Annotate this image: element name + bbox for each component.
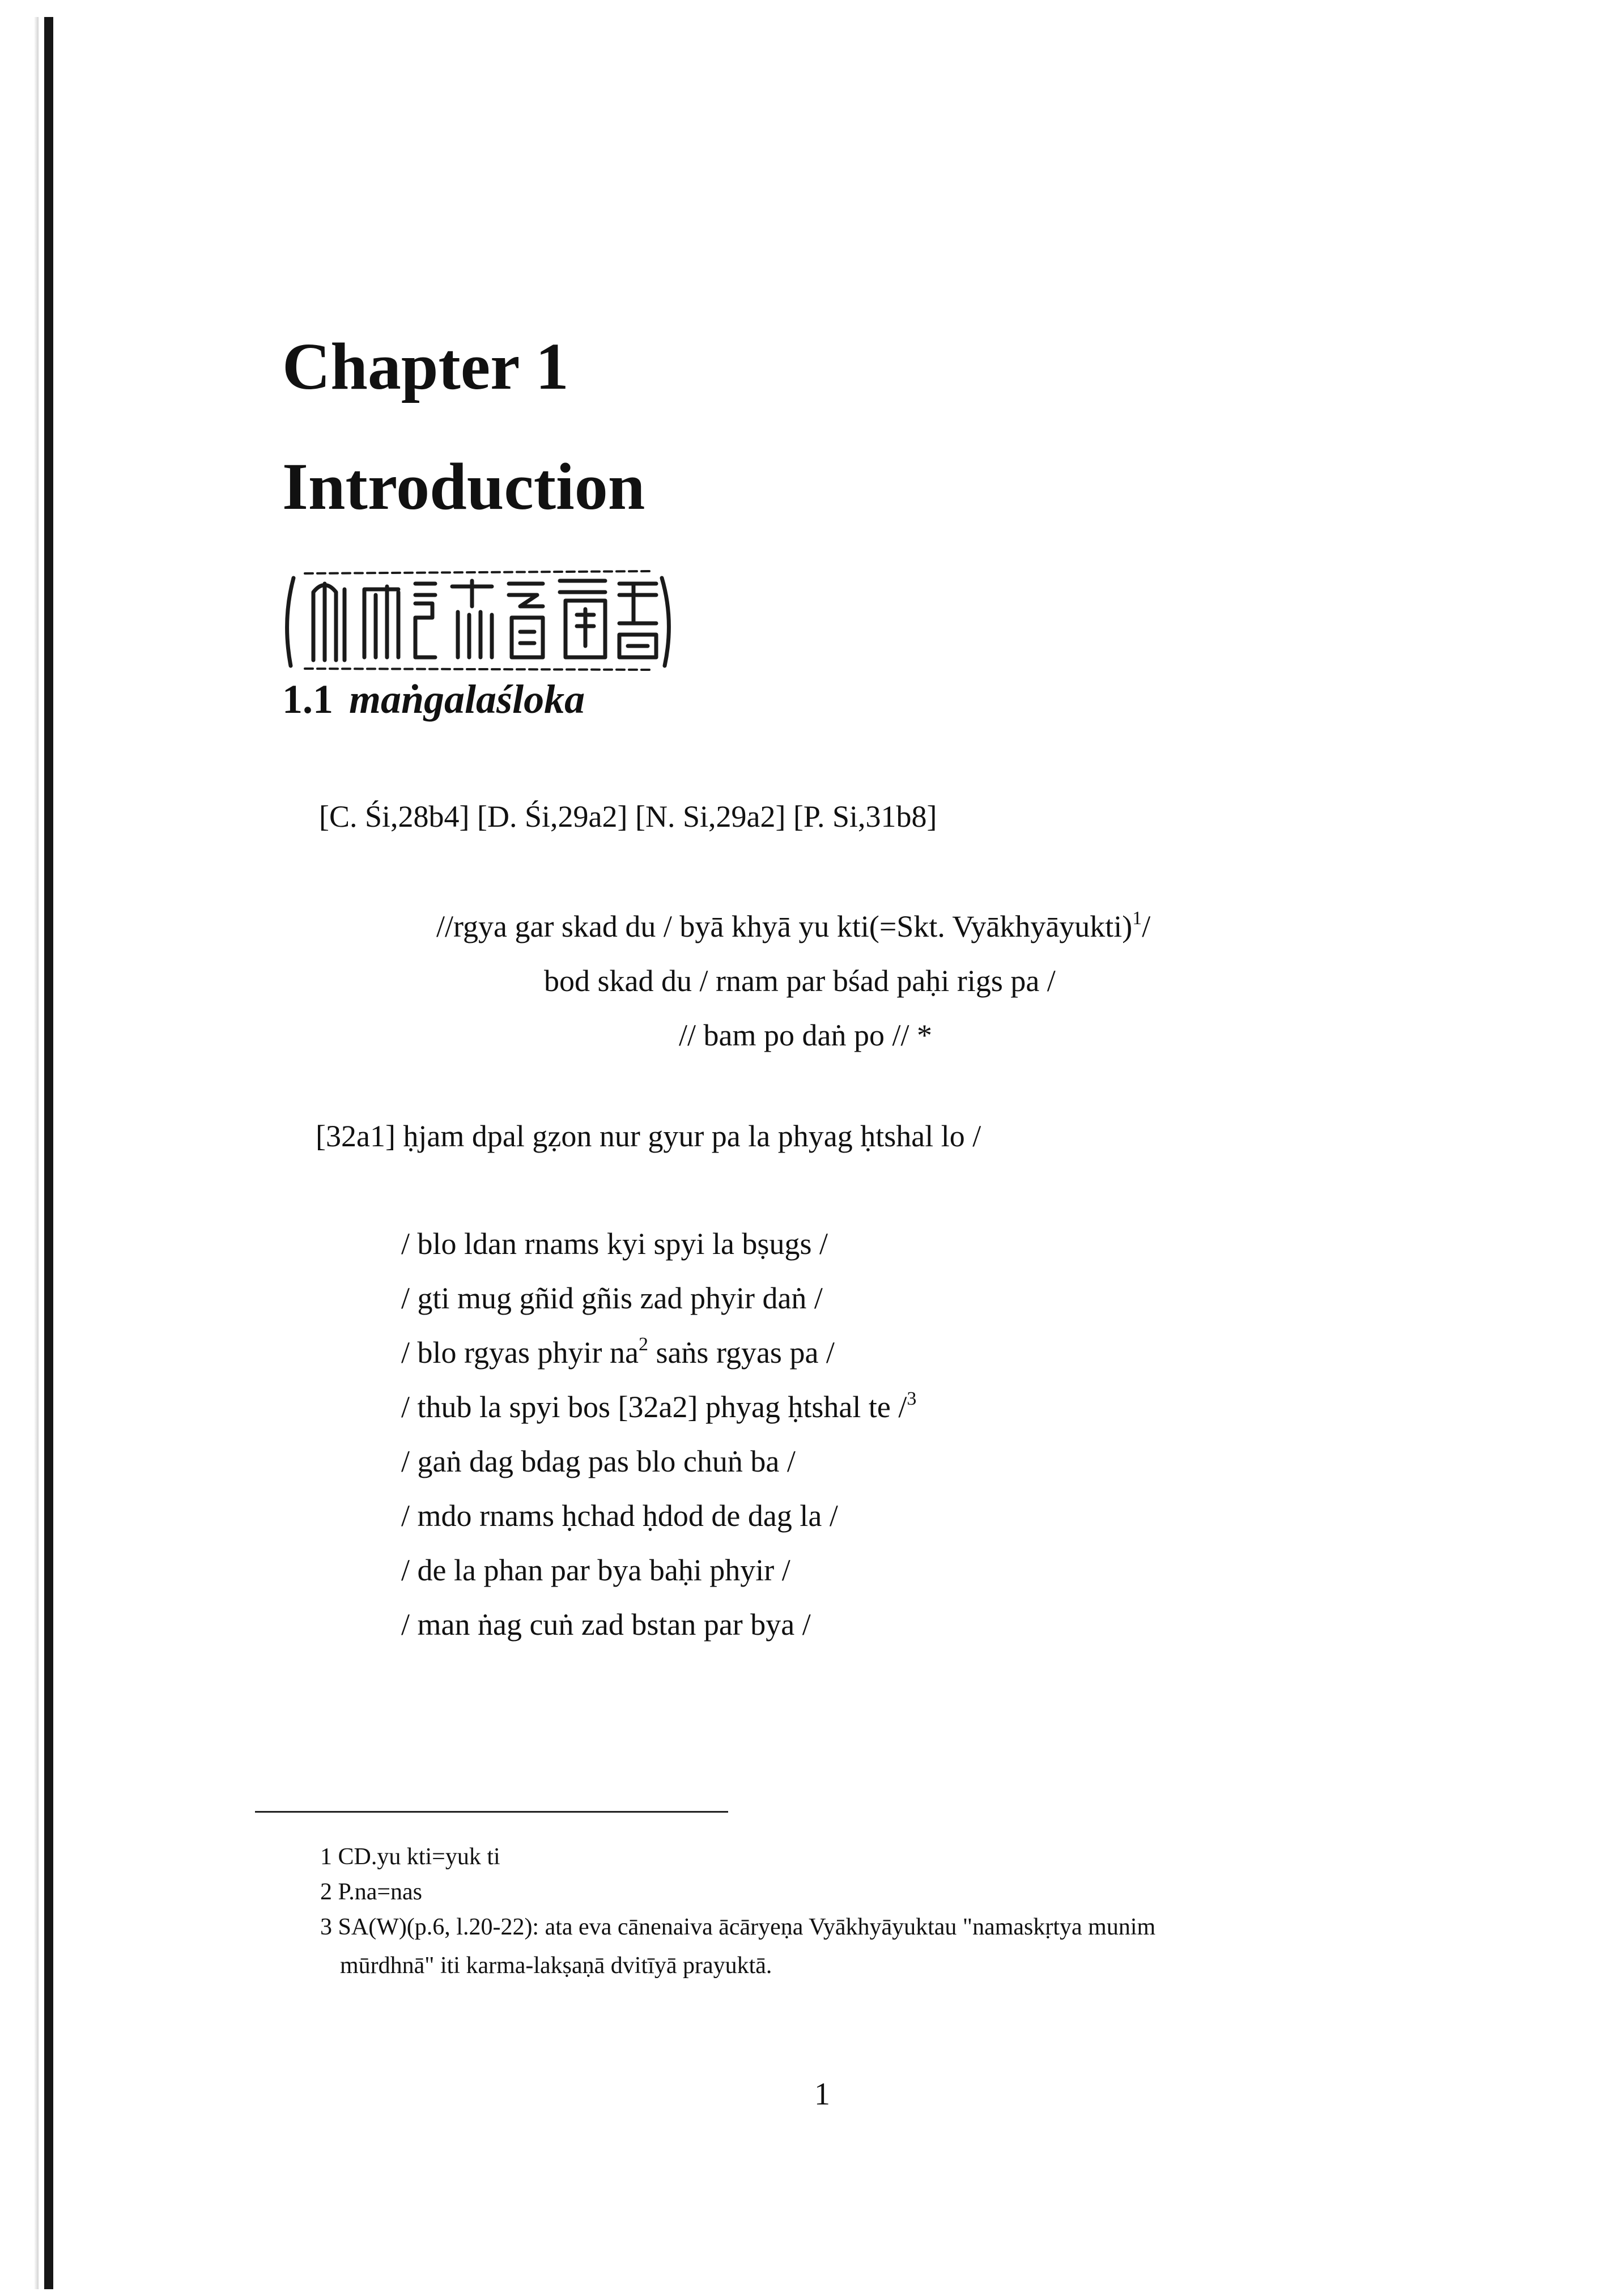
footnote-ref-1: 1 bbox=[1132, 908, 1142, 929]
footnote-2: 2 P.na=nas bbox=[320, 1879, 423, 1905]
homage-line: [32a1] ḥjam dpal gẓon nur gyur pa la phyag ḥtshal lo / bbox=[316, 1119, 981, 1153]
text-references: [C. Śi,28b4] [D. Śi,29a2] [N. Si,29a2] [P. Si,31b8] bbox=[319, 800, 937, 834]
chapter-label: Chapter 1 bbox=[282, 329, 569, 403]
verse-text: / gti mug gñid gñis zad phyir daṅ / bbox=[401, 1281, 823, 1315]
verse-text: / de la phan par bya baḥi phyir / bbox=[401, 1553, 790, 1587]
footnote-ref-3: 3 bbox=[907, 1388, 917, 1409]
title-line-1 bbox=[436, 908, 1151, 943]
footnote-ref-2: 2 bbox=[638, 1334, 648, 1355]
footnote-3-continued: mūrdhnā" iti karma-lakṣaṇā dvitīyā prayuktā. bbox=[340, 1953, 772, 1979]
title-line-1-text: //rgya gar skad du / byā khyā yu kti(=Skt. Vyākhyāyukti) bbox=[436, 909, 1133, 943]
verse-text: / blo rgyas phyir na bbox=[401, 1336, 639, 1370]
verse-text-tail: saṅs rgyas pa / bbox=[648, 1336, 835, 1370]
footnote-divider bbox=[255, 1811, 728, 1813]
section-term: maṅgalaśloka bbox=[349, 677, 585, 722]
section-number: 1.1 bbox=[282, 677, 333, 722]
section-heading bbox=[282, 679, 585, 720]
page-number: 1 bbox=[814, 2077, 830, 2112]
verse-text: / thub la spyi bos [32a2] phyag ḥtshal te / bbox=[401, 1390, 907, 1424]
verse-line bbox=[401, 1334, 835, 1370]
verse-line bbox=[401, 1388, 917, 1424]
footnote-3: 3 SA(W)(p.6, l.20-22): ata eva cānenaiva ācāryeṇa Vyākhyāyuktau "namaskṛtya munim bbox=[320, 1914, 1156, 1940]
verse-text: / gaṅ dag bdag pas blo chuṅ ba / bbox=[401, 1444, 796, 1478]
verse-line bbox=[401, 1555, 790, 1585]
verse-text: / blo ldan rnams kyi spyi la bṣugs / bbox=[401, 1227, 828, 1261]
verse-line bbox=[401, 1500, 838, 1531]
footnote-1: 1 CD.yu kti=yuk ti bbox=[320, 1844, 500, 1870]
binding-edge bbox=[44, 17, 53, 2289]
verse-text: / man ṅag cuṅ zad bstan par bya / bbox=[401, 1608, 811, 1642]
binding-shadow bbox=[34, 17, 39, 2289]
chapter-title: Introduction bbox=[282, 449, 645, 524]
verse-line bbox=[401, 1228, 828, 1259]
verse-text: / mdo rnams ḥchad ḥdod de dag la / bbox=[401, 1499, 838, 1533]
title-line-1-end: / bbox=[1142, 909, 1151, 943]
seal-stamp-icon bbox=[271, 561, 685, 680]
verse-line bbox=[401, 1446, 796, 1477]
verse-line bbox=[401, 1283, 823, 1313]
verse-line bbox=[401, 1609, 811, 1640]
title-line-3: // bam po daṅ po // * bbox=[679, 1018, 932, 1052]
title-line-2: bod skad du / rnam par bśad paḥi rigs pa / bbox=[544, 964, 1056, 998]
